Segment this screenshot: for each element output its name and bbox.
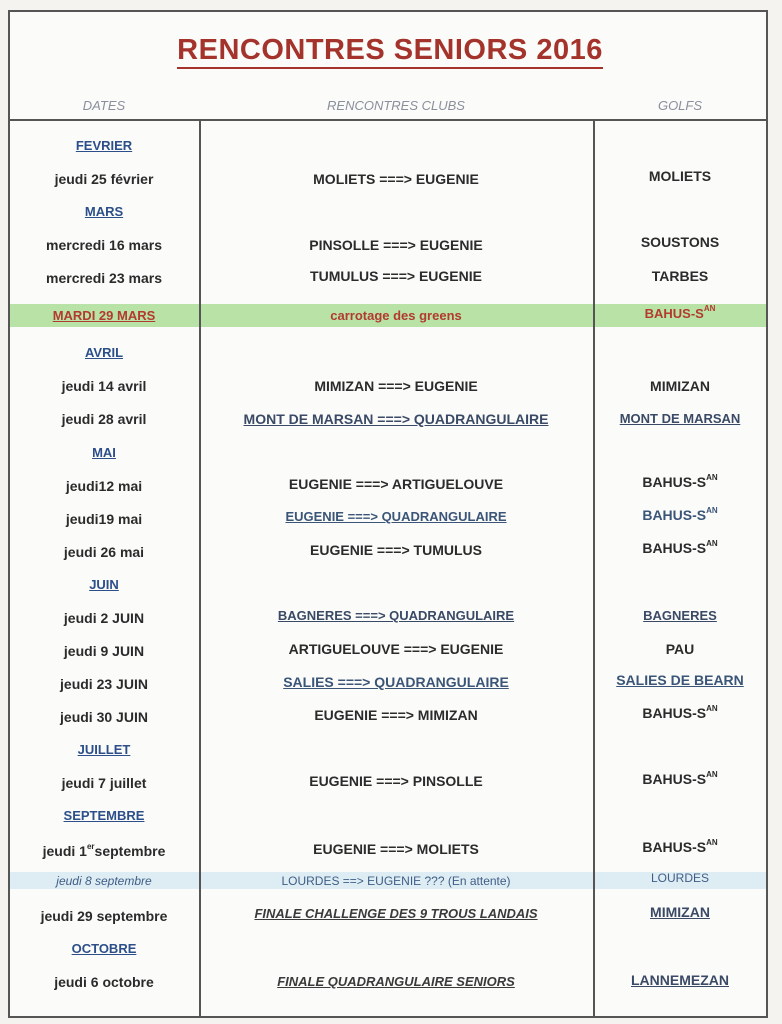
date-cell: jeudi 30 JUIN — [60, 709, 148, 725]
golf-cell: BAHUS-$S^{AN}$ — [642, 539, 718, 556]
golf-cell: BAHUS-$S^{AN}$ — [642, 704, 718, 721]
table-row — [10, 168, 766, 190]
month-label: JUIN — [89, 577, 119, 592]
table-row — [10, 607, 766, 629]
table-row — [10, 840, 766, 862]
club-cell: MOLIETS ===> EUGENIE — [313, 171, 479, 187]
month-row — [10, 442, 766, 464]
club-cell: SALIES ===> QUADRANGULAIRE — [283, 674, 509, 690]
golf-cell: BAHUS-$S^{AN}$ — [644, 304, 716, 321]
table-row — [10, 905, 766, 927]
table-row-highlight — [10, 305, 766, 327]
table-row — [10, 234, 766, 256]
golf-cell: SOUSTONS — [640, 234, 720, 250]
month-row — [10, 201, 766, 223]
golf-cell: MIMIZAN — [650, 378, 710, 394]
club-cell: MONT DE MARSAN ===> QUADRANGULAIRE — [243, 411, 549, 427]
club-cell: EUGENIE ===> PINSOLLE — [309, 773, 483, 789]
club-cell: LOURDES ==> EUGENIE ??? (En attente) — [281, 874, 511, 888]
date-cell: mercredi 23 mars — [46, 270, 162, 286]
club-cell: EUGENIE ===> MOLIETS — [313, 841, 479, 857]
golf-cell: PAU — [665, 641, 695, 657]
golf-cell: MONT DE MARSAN — [619, 411, 741, 426]
table-row — [10, 541, 766, 563]
date-cell: jeudi 8 septembre — [56, 874, 152, 888]
date-cell: jeudi12 mai — [65, 478, 143, 494]
club-cell: EUGENIE ===> MIMIZAN — [314, 707, 478, 723]
month-label: OCTOBRE — [71, 941, 137, 956]
table-row — [10, 640, 766, 662]
month-row — [10, 739, 766, 761]
date-cell: mercredi 16 mars — [46, 237, 162, 253]
date-cell: jeudi 7 juillet — [61, 775, 147, 791]
schedule-sheet — [8, 10, 768, 1018]
club-cell: MIMIZAN ===> EUGENIE — [314, 378, 478, 394]
table-row — [10, 706, 766, 728]
table-row — [10, 772, 766, 794]
table-row — [10, 475, 766, 497]
table-row-highlight — [10, 870, 766, 892]
golf-cell: LANNEMEZAN — [631, 972, 729, 988]
table-row — [10, 375, 766, 397]
table-row — [10, 971, 766, 993]
month-row — [10, 574, 766, 596]
column-header-golfs: GOLFS — [657, 98, 703, 113]
month-row — [10, 342, 766, 364]
club-cell: carrotage des greens — [330, 308, 462, 323]
page-title: RENCONTRES SENIORS 2016 — [10, 34, 770, 67]
golf-cell: TARBES — [651, 268, 709, 284]
date-cell: jeudi 23 JUIN — [60, 676, 148, 692]
club-cell: TUMULUS ===> EUGENIE — [310, 268, 482, 284]
club-cell: BAGNERES ===> QUADRANGULAIRE — [277, 608, 515, 623]
month-label: JUILLET — [77, 742, 131, 757]
date-cell: jeudi 9 JUIN — [63, 643, 145, 659]
month-label: AVRIL — [84, 345, 124, 360]
date-cell: MARDI 29 MARS — [52, 308, 156, 323]
golf-cell: BAHUS-$S^{AN}$ — [642, 838, 718, 855]
golf-cell: MIMIZAN — [650, 904, 710, 920]
golf-cell: BAHUS-$S^{AN}$ — [642, 770, 718, 787]
club-cell: PINSOLLE ===> EUGENIE — [309, 237, 483, 253]
table-row — [10, 408, 766, 430]
club-cell: EUGENIE ===> ARTIGUELOUVE — [288, 476, 504, 492]
month-row — [10, 135, 766, 157]
month-row — [10, 938, 766, 960]
month-label: MAI — [92, 445, 116, 460]
month-label: SEPTEMBRE — [63, 808, 145, 823]
club-cell: EUGENIE ===> TUMULUS — [310, 542, 482, 558]
column-header-dates: DATES — [82, 98, 126, 113]
date-cell: jeudi 6 octobre — [54, 974, 154, 990]
golf-cell: BAHUS-$S^{AN}$ — [642, 506, 718, 523]
month-row — [10, 805, 766, 827]
date-cell: jeudi 1erseptembre — [42, 842, 166, 859]
date-cell: jeudi 29 septembre — [40, 908, 168, 924]
golf-cell: BAHUS-$S^{AN}$ — [642, 473, 718, 490]
month-label: FEVRIER — [75, 138, 133, 153]
date-cell: jeudi 28 avril — [61, 411, 147, 427]
club-cell: FINALE CHALLENGE DES 9 TROUS LANDAIS — [254, 906, 538, 921]
club-cell: ARTIGUELOUVE ===> EUGENIE — [288, 641, 504, 657]
date-cell: jeudi 14 avril — [61, 378, 147, 394]
date-cell: jeudi 2 JUIN — [63, 610, 145, 626]
golf-cell: BAGNERES — [643, 608, 717, 623]
table-row — [10, 508, 766, 530]
table-row — [10, 267, 766, 289]
date-cell: jeudi 26 mai — [63, 544, 145, 560]
date-cell: jeudi 25 février — [54, 171, 154, 187]
club-cell: FINALE QUADRANGULAIRE SENIORS — [277, 974, 515, 989]
month-label: MARS — [84, 204, 124, 219]
golf-cell: LOURDES — [650, 871, 709, 885]
column-header-clubs: RENCONTRES CLUBS — [327, 98, 465, 113]
header-divider — [10, 119, 766, 121]
date-cell: jeudi19 mai — [65, 511, 143, 527]
golf-cell: MOLIETS — [648, 168, 712, 184]
table-row — [10, 673, 766, 695]
club-cell: EUGENIE ===> QUADRANGULAIRE — [285, 509, 507, 524]
golf-cell: SALIES DE BEARN — [616, 672, 744, 688]
